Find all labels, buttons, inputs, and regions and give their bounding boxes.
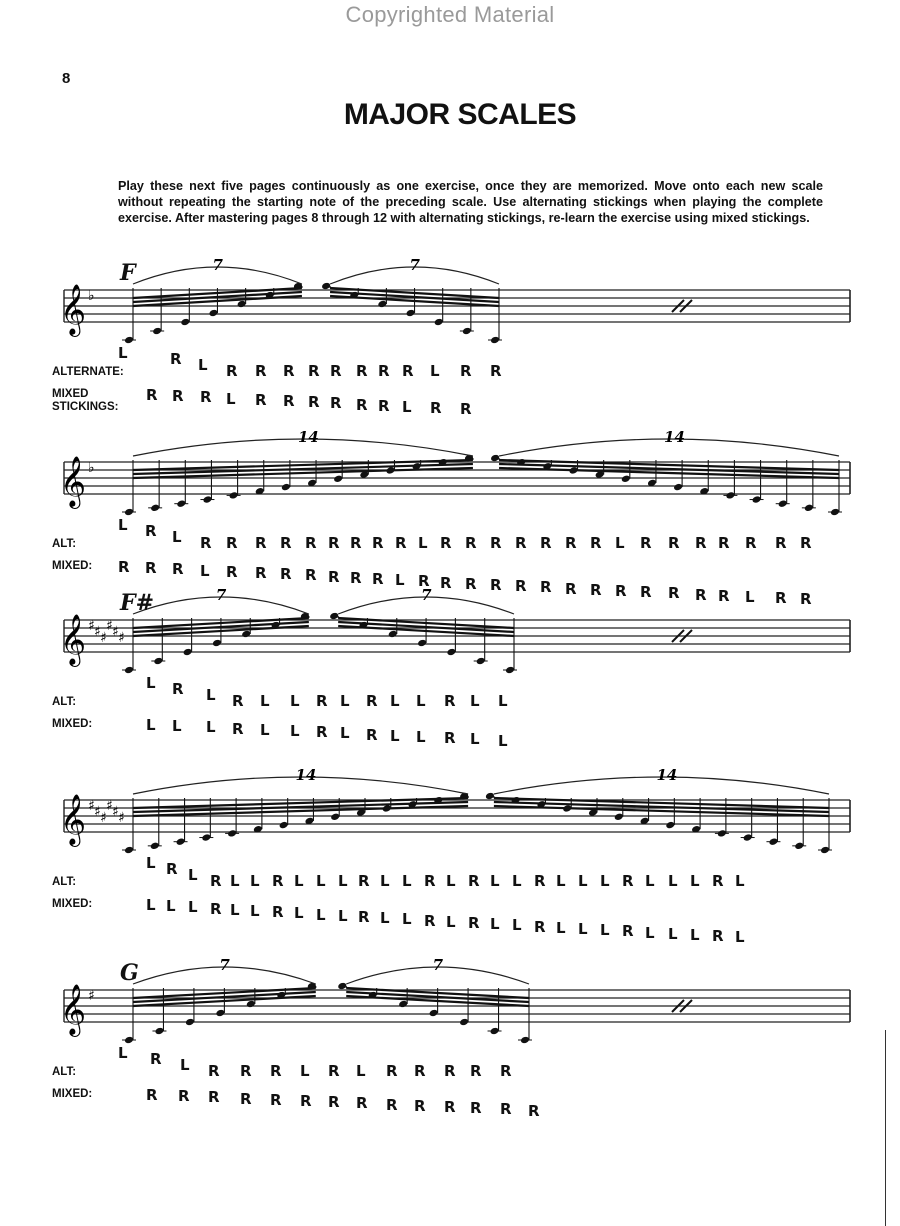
mixed-sticking: R <box>640 583 652 602</box>
alt-sticking: R <box>590 534 602 552</box>
alt-sticking: R <box>150 1050 162 1068</box>
mixed-sticking: R <box>280 565 292 584</box>
mixed-sticking: R <box>226 562 238 581</box>
alt-sticking: R <box>378 362 390 380</box>
alt-sticking: R <box>232 692 244 710</box>
mixed-sticking: L <box>294 904 304 923</box>
mixed-sticking: L <box>166 897 176 916</box>
alt-sticking: L <box>118 516 128 534</box>
alt-sticking: L <box>250 872 260 890</box>
mixed-sticking: L <box>556 918 566 937</box>
alt-sticking-label: ALT: <box>52 1066 77 1078</box>
mixed-sticking: L <box>402 910 412 929</box>
mixed-sticking: L <box>260 720 270 739</box>
mixed-sticking: L <box>600 921 610 940</box>
sharp-icon: ♯ <box>106 618 113 634</box>
mixed-sticking: L <box>188 898 198 917</box>
alt-sticking: R <box>540 534 552 552</box>
alt-sticking: R <box>328 534 340 552</box>
mixed-sticking: R <box>500 1100 512 1119</box>
alt-sticking: L <box>290 692 300 710</box>
mixed-sticking: L <box>390 726 400 745</box>
staff-notation <box>0 766 900 870</box>
mixed-sticking: R <box>172 560 184 579</box>
alt-sticking: L <box>230 872 240 890</box>
alt-sticking: L <box>556 872 566 890</box>
mixed-sticking: R <box>465 574 477 593</box>
mixed-sticking-label: MIXED STICKINGS: <box>52 388 119 413</box>
mixed-sticking: L <box>200 561 210 580</box>
alt-sticking: R <box>280 534 292 552</box>
mixed-sticking: R <box>305 566 317 585</box>
alt-sticking: R <box>330 362 342 380</box>
mixed-sticking: L <box>206 718 216 737</box>
alt-sticking: R <box>283 362 295 380</box>
scale-system-2 <box>0 428 900 609</box>
alt-sticking: R <box>358 872 370 890</box>
mixed-sticking: R <box>378 396 390 415</box>
sharp-icon: ♯ <box>112 624 119 640</box>
alt-sticking: R <box>460 362 472 380</box>
mixed-sticking: R <box>350 568 362 587</box>
alt-sticking: L <box>446 872 456 890</box>
alt-sticking: R <box>366 692 378 710</box>
mixed-sticking: R <box>590 580 602 599</box>
mixed-sticking: R <box>622 922 634 941</box>
page-edge-line <box>885 1030 886 1226</box>
alt-sticking: R <box>226 534 238 552</box>
mixed-sticking: R <box>534 917 546 936</box>
alt-sticking: L <box>690 872 700 890</box>
mixed-sticking: L <box>446 912 456 931</box>
mixed-sticking: R <box>444 1098 456 1116</box>
mixed-sticking: R <box>490 576 502 594</box>
alt-sticking: R <box>166 860 178 878</box>
mixed-sticking: L <box>338 906 348 925</box>
sharp-icon: ♯ <box>94 804 101 820</box>
alt-sticking: R <box>695 534 707 552</box>
alt-sticking: L <box>645 872 655 890</box>
alt-sticking: R <box>308 362 320 380</box>
mixed-sticking: R <box>145 559 157 578</box>
alt-sticking: R <box>270 1062 282 1080</box>
mixed-sticking: L <box>290 722 300 740</box>
alt-sticking: R <box>440 534 452 552</box>
alt-sticking: L <box>316 872 326 890</box>
mixed-sticking: L <box>172 717 182 736</box>
tuplet-number: 7 <box>219 956 230 974</box>
alt-sticking-label: ALTERNATE: <box>52 366 124 378</box>
alt-sticking: L <box>338 872 348 890</box>
mixed-sticking: R <box>172 387 184 406</box>
mixed-sticking: R <box>270 1090 282 1109</box>
mixed-sticking: L <box>745 588 755 606</box>
mixed-sticking: R <box>418 572 430 591</box>
alt-sticking: R <box>745 534 757 552</box>
mixed-sticking: R <box>358 908 370 926</box>
alt-sticking: R <box>565 534 577 552</box>
sharp-icon: ♯ <box>88 988 95 1004</box>
mixed-sticking: L <box>380 909 390 928</box>
mixed-sticking: R <box>210 899 222 918</box>
alt-sticking: R <box>145 522 157 540</box>
mixed-sticking: L <box>340 724 350 743</box>
alt-sticking: L <box>512 872 522 890</box>
page-number: 8 <box>62 70 71 87</box>
mixed-sticking: R <box>775 589 787 608</box>
alt-sticking: R <box>210 872 222 890</box>
mixed-sticking: R <box>668 584 680 603</box>
mixed-sticking: R <box>695 585 707 604</box>
mixed-sticking: L <box>578 920 588 938</box>
alt-sticking: R <box>444 692 456 710</box>
tuplet-number: 14 <box>664 428 685 446</box>
alt-sticking-label: ALT: <box>52 876 77 888</box>
alt-sticking: R <box>255 534 267 552</box>
mixed-sticking-label: MIXED: <box>52 1088 93 1100</box>
alt-sticking: R <box>172 680 184 698</box>
alt-sticking: L <box>146 854 156 872</box>
alt-sticking: R <box>712 872 724 890</box>
mixed-sticking: R <box>565 579 577 598</box>
mixed-sticking: L <box>690 926 700 944</box>
sharp-icon: ♯ <box>118 630 125 646</box>
alt-sticking: R <box>272 872 284 890</box>
alt-sticking: R <box>444 1062 456 1080</box>
alt-sticking: L <box>390 692 400 710</box>
mixed-sticking: R <box>440 573 452 592</box>
alt-sticking: R <box>395 534 407 552</box>
alt-sticking-label: ALT: <box>52 696 77 708</box>
mixed-sticking: R <box>424 911 436 930</box>
mixed-sticking: R <box>118 558 130 576</box>
sharp-icon: ♯ <box>106 798 113 814</box>
tuplet-number: 14 <box>656 766 678 784</box>
mixed-sticking: R <box>430 399 442 418</box>
flat-icon: ♭ <box>88 288 95 304</box>
alt-sticking: R <box>372 534 384 552</box>
alt-sticking: R <box>718 534 730 552</box>
tuplet-number: 14 <box>297 428 319 446</box>
mixed-sticking: L <box>402 398 412 416</box>
alt-sticking: R <box>350 534 362 552</box>
treble-clef-icon: 𝄞 <box>60 614 87 665</box>
mixed-sticking: R <box>240 1089 252 1108</box>
tuplet-number: 7 <box>409 256 420 274</box>
mixed-sticking: L <box>498 731 508 750</box>
mixed-sticking: L <box>226 389 236 408</box>
scale-system-4 <box>0 766 900 947</box>
sharp-icon: ♯ <box>88 798 95 814</box>
alt-sticking: L <box>490 872 500 890</box>
alt-sticking: L <box>416 692 426 710</box>
alt-sticking: L <box>402 872 412 890</box>
mixed-sticking: R <box>330 394 342 413</box>
mixed-sticking: R <box>255 390 267 409</box>
alt-sticking: L <box>340 692 350 710</box>
alt-sticking: L <box>146 674 156 692</box>
alt-sticking: L <box>668 872 678 890</box>
copyright-watermark: Copyrighted Material <box>345 2 555 27</box>
mixed-sticking: R <box>356 395 368 414</box>
alt-sticking: R <box>640 534 652 552</box>
alt-sticking: R <box>468 872 480 890</box>
mixed-sticking: R <box>470 1099 482 1118</box>
mixed-sticking: R <box>444 729 456 748</box>
alt-sticking: R <box>515 534 527 552</box>
alt-sticking: R <box>490 534 502 552</box>
alt-sticking: L <box>172 528 182 546</box>
mixed-sticking: R <box>712 927 724 946</box>
alt-sticking: L <box>498 692 508 710</box>
alt-sticking: R <box>255 362 267 380</box>
mixed-sticking: L <box>146 716 156 734</box>
staff-notation <box>0 428 900 532</box>
alt-sticking: L <box>470 692 480 710</box>
alt-sticking: R <box>622 872 634 890</box>
sharp-icon: ♯ <box>88 618 95 634</box>
mixed-sticking: L <box>250 902 260 920</box>
alt-sticking: R <box>775 534 787 552</box>
scale-system-5 <box>0 956 900 1120</box>
alt-sticking: L <box>206 686 216 704</box>
alt-sticking: R <box>316 692 328 710</box>
mixed-sticking: R <box>718 586 730 605</box>
alt-sticking: L <box>430 362 440 380</box>
alt-sticking: R <box>226 362 238 380</box>
alt-sticking: R <box>328 1062 340 1080</box>
mixed-sticking: R <box>328 1093 340 1112</box>
alt-sticking: R <box>800 534 812 552</box>
page-title: MAJOR SCALES <box>343 98 577 131</box>
mixed-sticking: R <box>366 725 378 744</box>
tuplet-number: 7 <box>432 956 444 974</box>
tuplet-number: 14 <box>295 766 317 784</box>
treble-clef-icon: 𝄞 <box>60 284 87 335</box>
alt-sticking: L <box>735 872 745 890</box>
alt-sticking: L <box>260 692 270 710</box>
alt-sticking: L <box>300 1062 310 1080</box>
alt-sticking: R <box>356 362 368 380</box>
alt-sticking: R <box>200 534 212 552</box>
alt-sticking: R <box>534 872 546 890</box>
tuplet-number: 7 <box>212 256 223 274</box>
mixed-sticking: R <box>232 719 244 738</box>
mixed-sticking: R <box>800 590 812 609</box>
mixed-sticking: R <box>308 393 320 412</box>
mixed-sticking: R <box>255 564 267 582</box>
mixed-sticking: R <box>460 400 472 419</box>
mixed-sticking: R <box>615 582 627 600</box>
alt-sticking: R <box>305 534 317 552</box>
intro-paragraph: Play these next five pages continuously as one exercise, once they are memorized. Move onto each new scale without repeating the starting note of the preceding scale. Use alternating stickings when playing the complete exercise. After mastering pages 8 through 12 with alternating stickings, re-learn the exercise using mixed stickings. <box>118 179 823 225</box>
mixed-sticking: R <box>272 903 284 922</box>
mixed-sticking: R <box>328 567 340 586</box>
mixed-sticking-label: MIXED: <box>52 560 93 572</box>
chord-symbol: F <box>120 260 136 286</box>
alt-sticking: L <box>180 1056 190 1074</box>
alt-sticking: R <box>465 534 477 552</box>
mixed-sticking: R <box>372 570 384 588</box>
alt-sticking: R <box>490 362 502 380</box>
mixed-sticking-label: MIXED: <box>52 718 93 730</box>
alt-sticking: L <box>118 1044 128 1062</box>
mixed-sticking: L <box>146 896 156 914</box>
mixed-sticking: R <box>386 1095 398 1114</box>
treble-clef-icon: 𝄞 <box>60 984 87 1035</box>
scale-system-3 <box>0 586 900 750</box>
alt-sticking: L <box>380 872 390 890</box>
mixed-sticking: L <box>230 900 240 919</box>
flat-icon: ♭ <box>88 460 95 476</box>
mixed-sticking: R <box>528 1101 540 1120</box>
mixed-sticking: R <box>146 1086 158 1104</box>
mixed-sticking: R <box>283 392 295 410</box>
mixed-sticking: R <box>146 386 158 404</box>
mixed-sticking: L <box>470 730 480 749</box>
mixed-sticking: L <box>490 915 500 934</box>
mixed-sticking: L <box>316 905 326 924</box>
chord-symbol: G <box>120 960 139 986</box>
treble-clef-icon: 𝄞 <box>60 794 87 845</box>
alt-sticking: R <box>386 1062 398 1080</box>
alt-sticking: R <box>470 1062 482 1080</box>
mixed-sticking: R <box>178 1087 190 1106</box>
treble-clef-icon: 𝄞 <box>60 456 87 507</box>
mixed-sticking: L <box>512 916 522 935</box>
tuplet-number: 7 <box>215 586 227 604</box>
alt-sticking: L <box>418 534 428 552</box>
mixed-sticking: R <box>300 1092 312 1110</box>
mixed-sticking: R <box>468 914 480 932</box>
chord-symbol: F# <box>120 590 155 616</box>
alt-sticking: L <box>356 1062 366 1080</box>
alt-sticking: L <box>600 872 610 890</box>
alt-sticking: L <box>118 344 128 362</box>
mixed-sticking: R <box>515 577 527 596</box>
sharp-icon: ♯ <box>100 630 107 646</box>
sharp-icon: ♯ <box>112 804 119 820</box>
mixed-sticking: R <box>200 388 212 407</box>
sharp-icon: ♯ <box>118 810 125 826</box>
tuplet-number: 7 <box>421 586 432 604</box>
alt-sticking: R <box>170 350 182 368</box>
alt-sticking: R <box>424 872 436 890</box>
sharp-icon: ♯ <box>100 810 107 826</box>
alt-sticking: R <box>414 1062 426 1080</box>
mixed-sticking-label: MIXED: <box>52 898 93 910</box>
alt-sticking: R <box>500 1062 512 1080</box>
alt-sticking-label: ALT: <box>52 538 77 550</box>
mixed-sticking: L <box>735 928 745 947</box>
alt-sticking: L <box>294 872 304 890</box>
mixed-sticking: R <box>540 578 552 597</box>
alt-sticking: R <box>208 1062 220 1080</box>
alt-sticking: L <box>578 872 588 890</box>
mixed-sticking: R <box>208 1088 220 1107</box>
mixed-sticking: R <box>316 723 328 742</box>
mixed-sticking: L <box>668 924 678 943</box>
mixed-sticking: R <box>414 1096 426 1115</box>
mixed-sticking: L <box>416 728 426 746</box>
alt-sticking: L <box>188 866 198 884</box>
mixed-sticking: L <box>645 923 655 942</box>
alt-sticking: R <box>240 1062 252 1080</box>
alt-sticking: L <box>615 534 625 552</box>
sharp-icon: ♯ <box>94 624 101 640</box>
scale-system-1 <box>0 256 900 419</box>
mixed-sticking: L <box>395 571 405 590</box>
alt-sticking: L <box>198 356 208 374</box>
alt-sticking: R <box>668 534 680 552</box>
mixed-sticking: R <box>356 1094 368 1113</box>
alt-sticking: R <box>402 362 414 380</box>
